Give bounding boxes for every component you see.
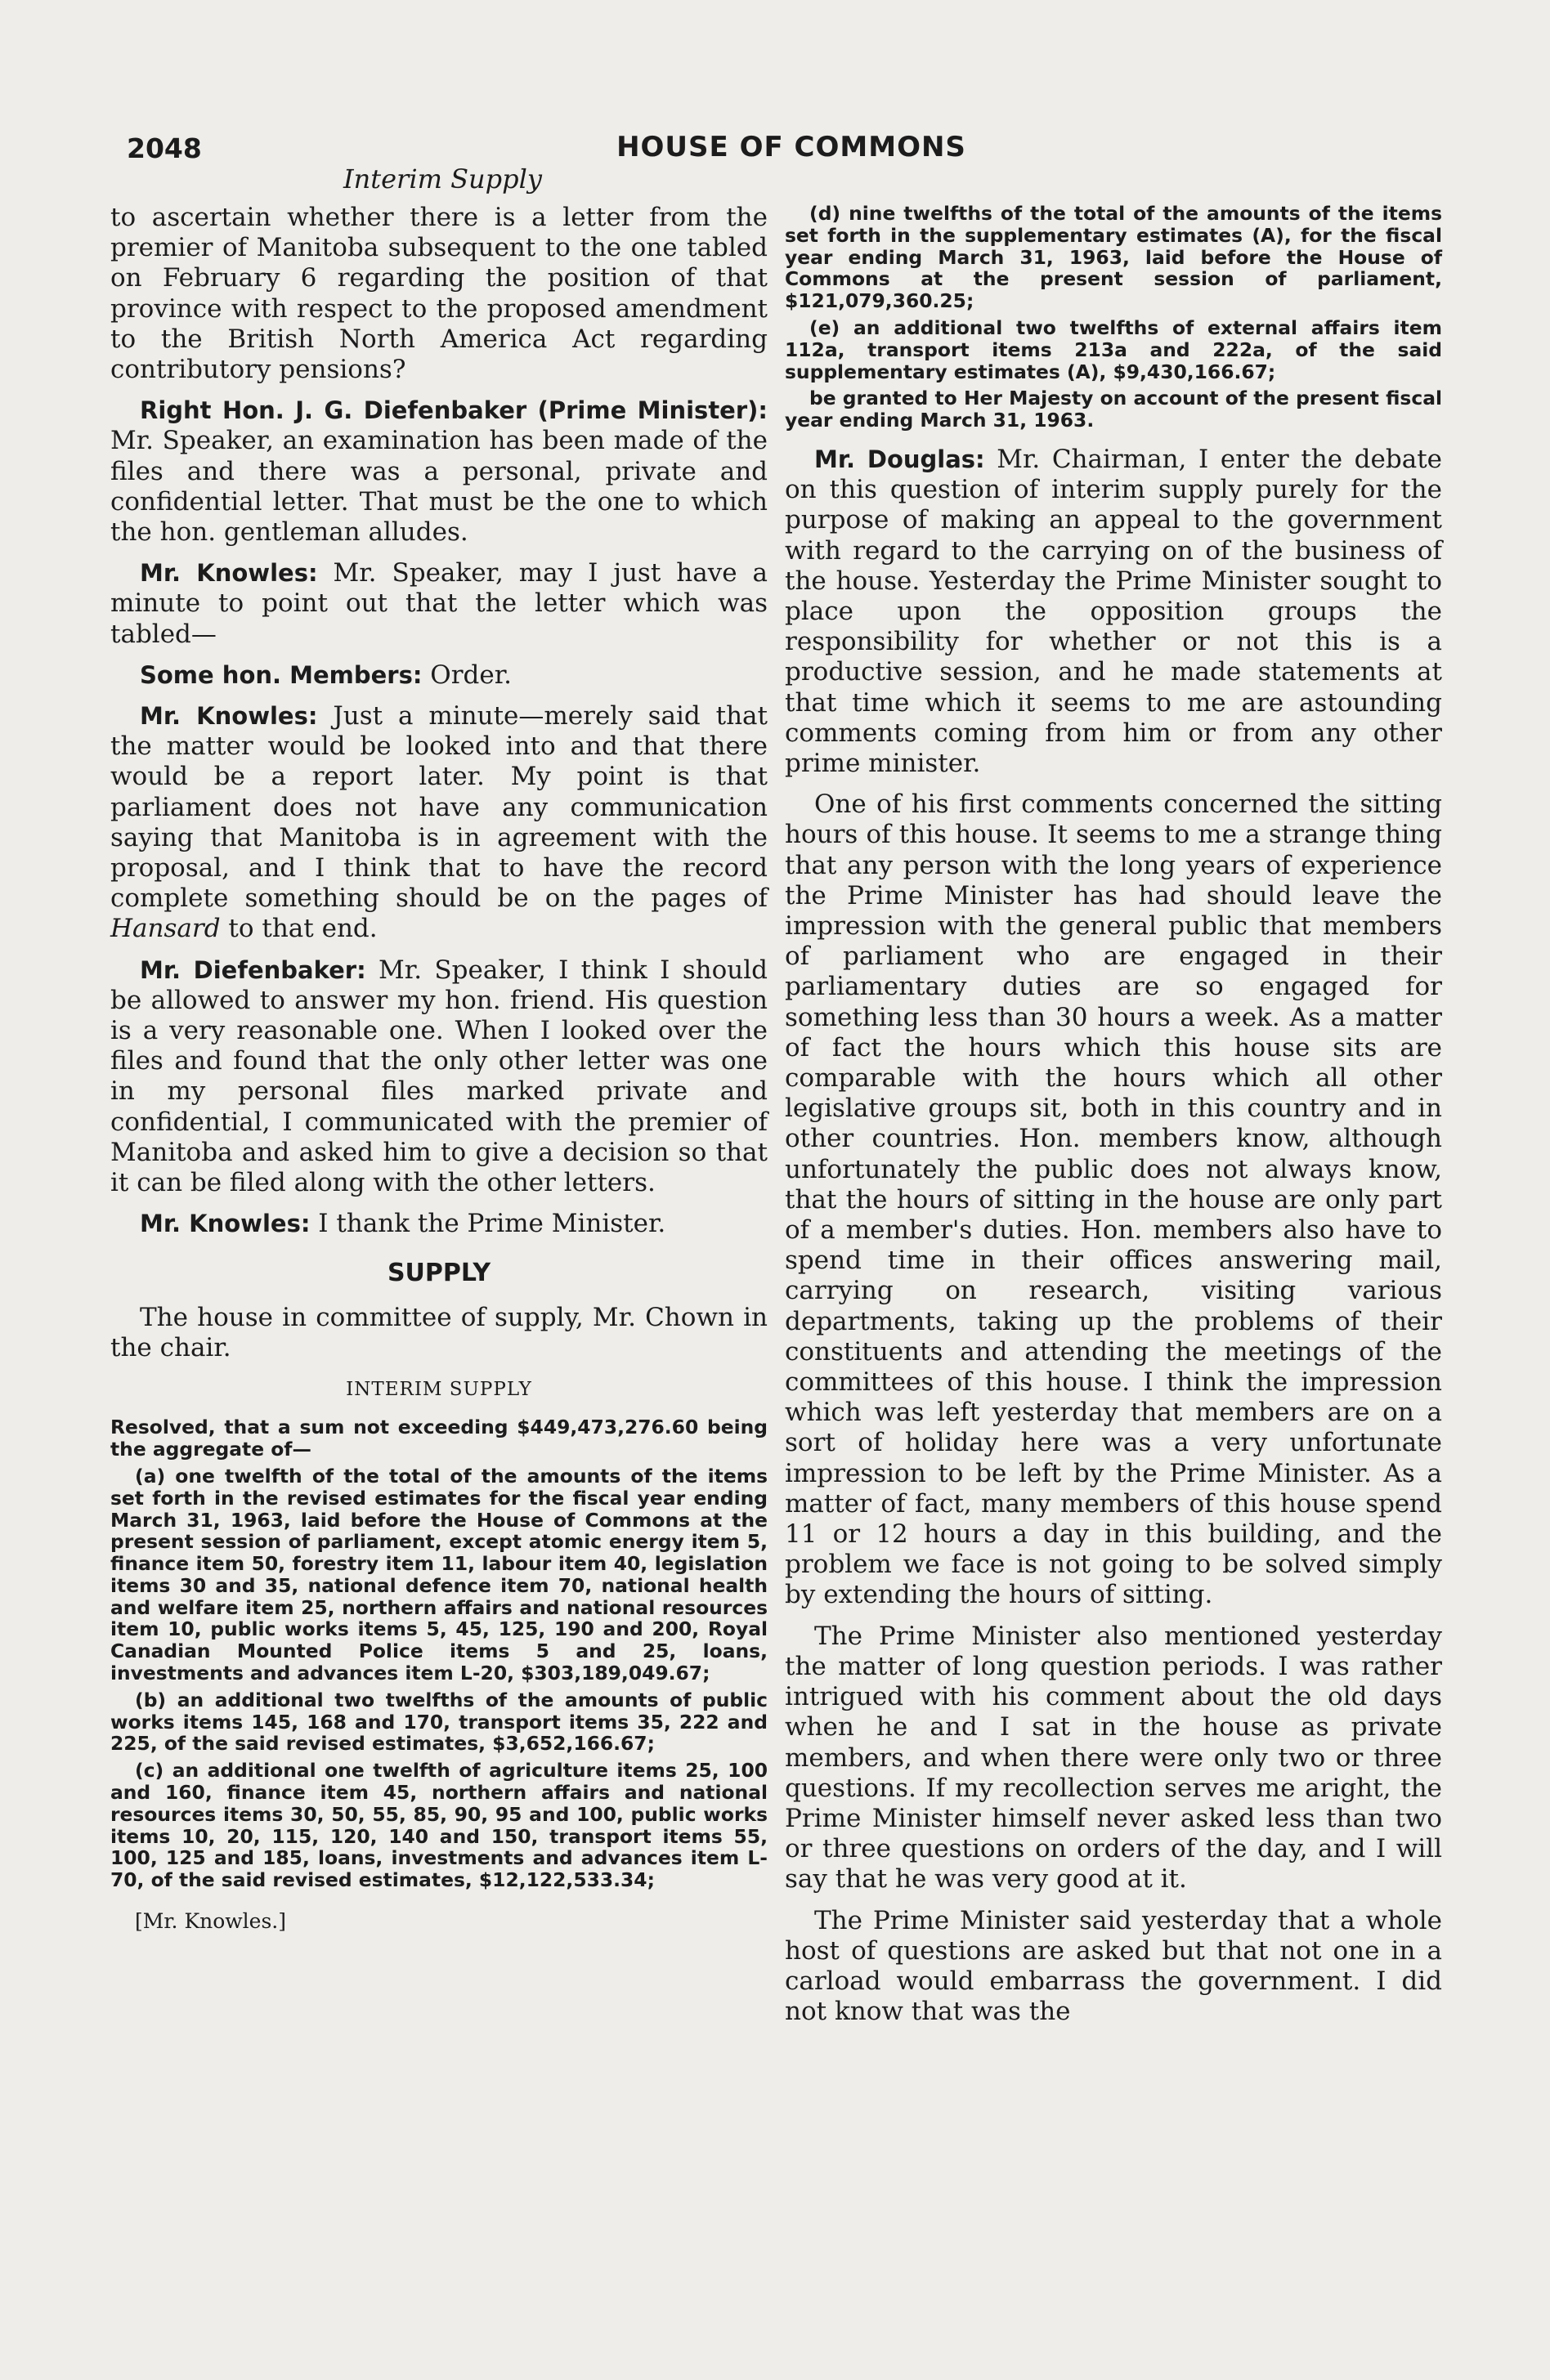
- page-header-title: HOUSE OF COMMONS: [616, 131, 966, 163]
- paragraph: to ascertain whether there is a letter from the premier of Manitoba subsequent to the one tabled on February 6 regarding the position of that province with respect to the proposed amendment to the British North America Act regarding contributory pensions?: [110, 203, 768, 385]
- paragraph-text: Mr. Speaker, an examination has been made of the files and there was a personal, private and confidential letter. That must be the one to which the hon. gentleman alludes.: [110, 426, 768, 548]
- speaker-name: Mr. Knowles:: [140, 559, 318, 588]
- paragraph-text: Mr. Chairman, I enter the debate on this question of interim supply purely for the purpose of making an appeal to the government with regard to the carrying on of the business of the house. Yesterday the Prime Minister sought to place upon the opposition groups the responsibility for whether or not this is a productive session, and he made statements at that time which it seems to me are astounding comments coming from him or from any other prime minister.: [785, 444, 1443, 778]
- resolution-item: (a) one twelfth of the total of the amounts of the items set forth in the revised estimates for the fiscal year ending March 31, 1963, laid before the House of Commons at the present session of parliament, except atomic energy item 5, finance item 50, forestry item 11, labour item 40, legislation items 30 and 35, national defence item 70, national health and welfare item 25, northern affairs and national resources item 10, public works items 5, 45, 125, 190 and 200, Royal Canadian Mounted Police items 5 and 25, loans, investments and advances item L-20, $303,189,049.67;: [110, 1464, 768, 1685]
- running-head: Interim Supply: [343, 163, 542, 195]
- italic-text: Hansard: [110, 914, 221, 944]
- speaker-name: Some hon. Members:: [140, 660, 423, 689]
- paragraph: The Prime Minister also mentioned yesterday the matter of long question periods. I was rather intrigued with his comment about the old days when he and I sat in the house as private members, and when there were only two or three questions. If my recollection serves me aright, the Prime Minister himself never asked less than two or three questions on orders of the day, and I will say that he was very good at it.: [785, 1621, 1442, 1895]
- paragraph: [110, 558, 768, 650]
- section-heading: SUPPLY: [387, 1258, 491, 1287]
- resolution-item: (c) an additional one twelfth of agriculture items 25, 100 and 160, finance item 45, northern affairs and national resources items 30, 50, 55, 85, 90, 95 and 100, public works items 10, 20, 115, 120, 140 and 150, transport items 55, 100, 125 and 185, loans, investments and advances item L-70, of the said revised estimates, $12,122,533.34;: [110, 1759, 768, 1892]
- paragraph: [110, 660, 768, 691]
- resolution-text: Resolved, that a sum not exceeding $449,473,276.60 being the aggregate of—: [110, 1416, 768, 1461]
- paragraph: The Prime Minister said yesterday that a whole host of questions are asked but that not one in a carload would embarrass the government. I did not know that was the: [785, 1905, 1442, 2027]
- speaker-name: Right Hon. J. G. Diefenbaker (Prime Minister):: [140, 396, 768, 425]
- speaker-name: Mr. Diefenbaker:: [140, 955, 366, 984]
- footer-note: [Mr. Knowles.]: [135, 1909, 286, 1934]
- paragraph-text: Mr. Speaker, I think I should be allowed to answer my hon. friend. His question is a very reasonable one. When I looked over the files and found that the only other letter was one in my personal files marked private and confidential, I communicated with the premier of Manitoba and asked him to give a decision so that it can be filed along with the other letters.: [110, 955, 768, 1198]
- paragraph: The house in committee of supply, Mr. Chown in the chair.: [110, 1302, 768, 1362]
- paragraph-text: Order.: [422, 660, 512, 690]
- page-number: 2048: [127, 132, 202, 164]
- paragraph-text: Just a minute—merely said that the matter would be looked into and that there would be a report later. My point is that parliament does not have any communication saying that Manitoba is in agreement with the proposal, and I think that to have the record complete something should be on the pages of: [110, 701, 768, 914]
- paragraph: One of his first comments concerned the sitting hours of this house. It seems to me a strange thing that any person with the long years of experience the Prime Minister has had should leave the impression with the general public that members of parliament who are engaged in their parliamentary duties are so engaged for something less than 30 hours a week. As a matter of fact the hours which this house sits are comparable with the hours which all other legislative groups sit, both in this country and in other countries. Hon. members know, although unfortunately the public does not always know, that the hours of sitting in the house are only part of a member's duties. Hon. members also have to spend time in their offices answering mail, carrying on research, visiting various departments, taking up the problems of their constituents and attending the meetings of the committees of this house. I think the impression which was left yesterday that members are on a sort of holiday here was a very unfortunate impression to be left by the Prime Minister. As a matter of fact, many members of this house spend 11 or 12 hours a day in this building, and the problem we face is not going to be solved simply by extending the hours of sitting.: [785, 790, 1442, 1610]
- paragraph: [110, 1209, 768, 1239]
- paragraph: [110, 396, 768, 548]
- paragraph: [110, 955, 768, 1199]
- resolution-item: (e) an additional two twelfths of external affairs item 112a, transport items 213a and 222a, of the said supplementary estimates (A), $9,430,166.67;: [785, 315, 1442, 383]
- paragraph-text: Mr. Speaker, may I just have a minute to point out that the letter which was tabled—: [110, 558, 768, 649]
- paragraph-text: to that end.: [220, 914, 378, 944]
- resolution-item: (d) nine twelfths of the total of the amounts of the items set forth in the supplementary estimates (A), for the fiscal year ending March 31, 1963, laid before the House of Commons at the present session of parliament, $121,079,360.25;: [785, 202, 1442, 313]
- left-column: [110, 203, 768, 1936]
- resolution-item: (b) an additional two twelfths of the amounts of public works items 145, 168 and 170, transport items 35, 222 and 225, of the said revised estimates, $3,652,166.67;: [110, 1688, 768, 1756]
- paragraph: [110, 701, 768, 945]
- right-column: [785, 203, 1442, 2038]
- subsection-heading: INTERIM SUPPLY: [346, 1379, 532, 1401]
- speaker-name: Mr. Douglas:: [814, 445, 985, 473]
- paragraph-text: I thank the Prime Minister.: [310, 1209, 666, 1239]
- resolution-text: be granted to Her Majesty on account of the present fiscal year ending March 31, 1963.: [785, 387, 1442, 432]
- speaker-name: Mr. Knowles:: [140, 1210, 311, 1238]
- speaker-name: Mr. Knowles:: [140, 702, 318, 731]
- paragraph: [785, 445, 1442, 779]
